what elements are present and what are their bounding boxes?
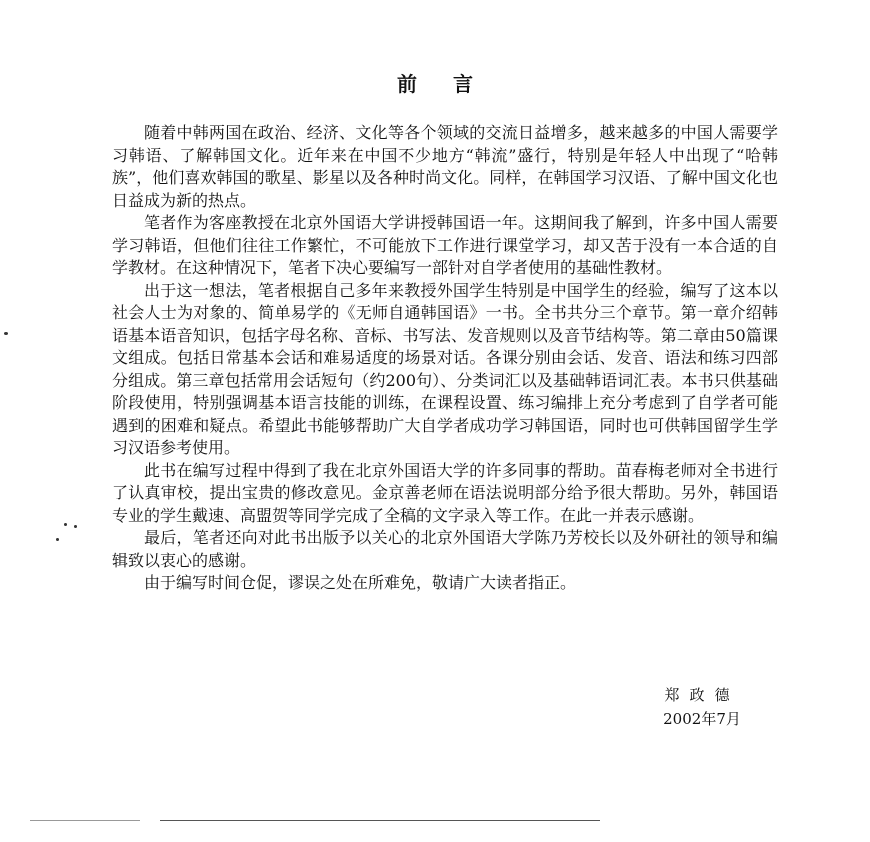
- paragraph-2: 笔者作为客座教授在北京外国语大学讲授韩国语一年。这期间我了解到，许多中国人需要学习韩语，但他们往往工作繁忙，不可能放下工作进行课堂学习，却又苦于没有一本合适的自学教材。在这种情况下，笔者下决心要编写一部针对自学者使用的基础性教材。: [112, 213, 778, 277]
- paragraph-6: 由于编写时间仓促，谬误之处在所难免，敬请广大读者指正。: [144, 573, 577, 592]
- scan-speck: [64, 523, 67, 526]
- scan-bottom-rule-left: [30, 820, 140, 821]
- scan-bottom-rule: [160, 820, 600, 821]
- paragraph-5: 最后，笔者还向对此书出版予以关心的北京外国语大学陈乃芳校长以及外研社的领导和编辑致以衷心的感谢。: [112, 528, 778, 570]
- scan-speck: [74, 525, 77, 528]
- author-signature: 郑政德: [664, 686, 740, 704]
- scan-speck: [56, 538, 59, 541]
- scan-speck: [4, 332, 8, 335]
- paragraph-1: 随着中韩两国在政治、经济、文化等各个领域的交流日益增多，越来越多的中国人需要学习韩语、了解韩国文化。近年来在中国不少地方“韩流”盛行，特别是年轻人中出现了“哈韩族”，他们喜欢韩国的歌星、影星以及各种时尚文化。同样，在韩国学习汉语、了解中国文化也日益成为新的热点。: [112, 123, 778, 210]
- paragraph-4: 此书在编写过程中得到了我在北京外国语大学的许多同事的帮助。苗春梅老师对全书进行了认真审校，提出宝贵的修改意见。金京善老师在语法说明部分给予很大帮助。另外，韩国语专业的学生戴速、高盟贺等同学完成了全稿的文字录入等工作。在此一并表示感谢。: [112, 460, 778, 525]
- paragraph-3: 出于这一想法，笔者根据自己多年来教授外国学生特别是中国学生的经验，编写了这本以社会人士为对象的、简单易学的《无师自通韩国语》一书。全书共分三个章节。第一章介绍韩语基本语音知识，包括字母名称、音标、书写法、发音规则以及音节结构等。第二章由50篇课文组成。包括日常基本会话和难易适度的场景对话。各课分别由会话、发音、语法和练习四部分组成。第三章包括常用会话短句（约200句）、分类词汇以及基础韩语词汇表。本书只供基础阶段使用，特别强调基本语言技能的训练，在课程设置、练习编排上充分考虑到了自学者可能遇到的困难和疑点。希望此书能够帮助广大自学者成功学习韩国语，同时也可供韩国留学生学习汉语参考使用。: [112, 280, 778, 457]
- preface-body: [112, 122, 778, 595]
- signature-date: 2002年7月: [663, 710, 741, 728]
- page-title: 前言: [397, 72, 509, 96]
